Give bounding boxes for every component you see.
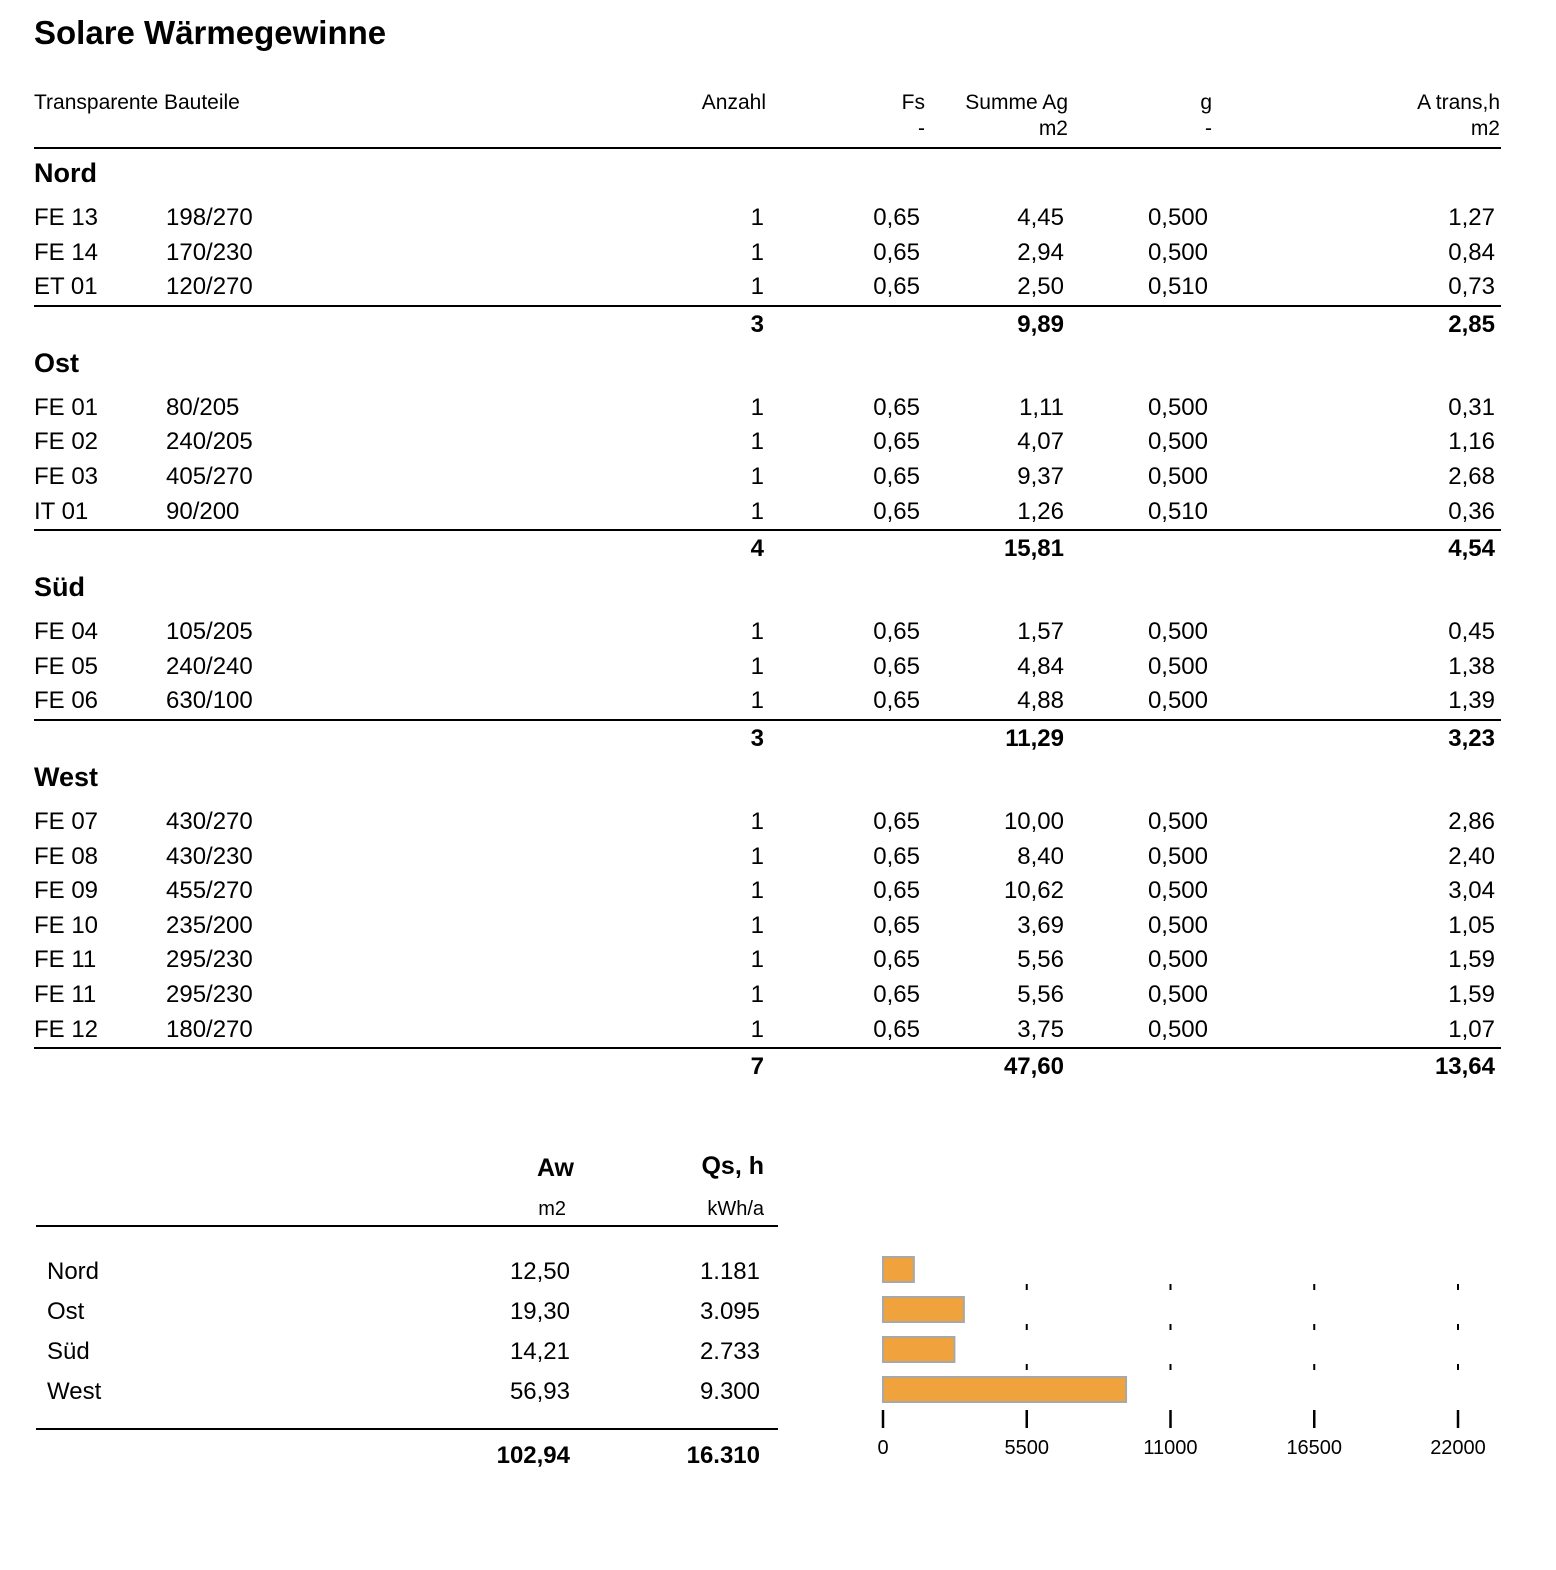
group-total-ag: 9,89 xyxy=(1017,310,1064,338)
col-header-g: g xyxy=(1200,91,1212,114)
cell-atrans: 0,36 xyxy=(1448,497,1495,525)
cell-id: FE 01 xyxy=(34,393,99,421)
cell-id: FE 14 xyxy=(34,238,99,266)
cell-size: 90/200 xyxy=(166,497,240,525)
group-total-anzahl: 3 xyxy=(750,310,764,338)
cell-g: 0,510 xyxy=(1147,273,1208,301)
cell-id: FE 12 xyxy=(34,1015,99,1043)
cell-fs: 0,65 xyxy=(873,618,920,646)
cell-id: FE 02 xyxy=(34,428,99,456)
cell-g: 0,500 xyxy=(1147,652,1208,680)
group-total-rule xyxy=(34,305,1501,307)
summary-aw: 19,30 xyxy=(509,1298,570,1325)
cell-id: FE 05 xyxy=(34,652,99,680)
cell-anzahl: 1 xyxy=(750,981,764,1008)
group-total-rule xyxy=(34,529,1501,531)
cell-anzahl: 1 xyxy=(750,238,764,266)
cell-anzahl: 1 xyxy=(750,1015,764,1043)
summary-aw: 14,21 xyxy=(509,1338,570,1365)
cell-ag: 9,37 xyxy=(1017,463,1064,490)
summary-name: Ost xyxy=(47,1298,85,1325)
cell-g: 0,500 xyxy=(1147,463,1208,490)
summary-qs: 1.181 xyxy=(699,1258,760,1285)
cell-atrans: 2,68 xyxy=(1448,463,1495,490)
cell-atrans: 2,86 xyxy=(1448,808,1495,835)
cell-g: 0,500 xyxy=(1147,238,1208,266)
cell-size: 430/270 xyxy=(166,808,253,835)
cell-atrans: 2,40 xyxy=(1448,842,1495,870)
cell-g: 0,510 xyxy=(1147,497,1208,525)
group-title-west: West xyxy=(34,762,99,792)
cell-g: 0,500 xyxy=(1147,842,1208,870)
cell-ag: 2,94 xyxy=(1017,238,1064,266)
group-total-anzahl: 3 xyxy=(750,725,764,752)
summary-unit-aw: m2 xyxy=(538,1198,566,1220)
cell-anzahl: 1 xyxy=(750,618,764,646)
cell-fs: 0,65 xyxy=(873,687,920,715)
cell-atrans: 0,45 xyxy=(1448,618,1495,646)
cell-id: FE 13 xyxy=(34,204,99,231)
cell-size: 630/100 xyxy=(166,687,253,715)
group-total-atrans: 2,85 xyxy=(1448,310,1495,338)
group-title-süd: Süd xyxy=(34,572,85,603)
cell-g: 0,500 xyxy=(1147,946,1208,974)
cell-g: 0,500 xyxy=(1147,808,1208,835)
cell-ag: 10,00 xyxy=(1003,808,1064,835)
summary-name: West xyxy=(47,1378,102,1405)
bar-west xyxy=(883,1377,1126,1402)
cell-fs: 0,65 xyxy=(873,273,920,301)
cell-ag: 5,56 xyxy=(1017,946,1064,974)
summary-qs: 9.300 xyxy=(699,1378,760,1405)
group-total-rule xyxy=(34,1047,1501,1049)
cell-size: 405/270 xyxy=(166,463,253,490)
x-tick-label: 11000 xyxy=(1143,1437,1198,1459)
header-rule xyxy=(34,147,1501,149)
qs-bar-chart xyxy=(860,1240,1520,1470)
cell-anzahl: 1 xyxy=(750,273,764,301)
cell-anzahl: 1 xyxy=(750,428,764,456)
x-tick-label: 0 xyxy=(877,1437,889,1459)
group-title-ost: Ost xyxy=(34,347,80,378)
col-unit-fs: - xyxy=(918,117,925,140)
cell-fs: 0,65 xyxy=(873,946,920,974)
cell-atrans: 1,38 xyxy=(1448,652,1495,680)
cell-g: 0,500 xyxy=(1147,393,1208,421)
col-header-ag: Summe Ag xyxy=(965,91,1068,114)
cell-atrans: 0,73 xyxy=(1448,273,1495,301)
cell-id: FE 03 xyxy=(34,463,99,490)
group-total-anzahl: 4 xyxy=(750,535,764,563)
cell-anzahl: 1 xyxy=(750,687,764,715)
cell-fs: 0,65 xyxy=(873,981,920,1008)
col-header-bauteile: Transparente Bauteile xyxy=(34,91,240,114)
cell-atrans: 1,59 xyxy=(1448,946,1495,974)
cell-atrans: 1,27 xyxy=(1448,204,1495,231)
cell-ag: 3,69 xyxy=(1017,911,1064,939)
cell-id: FE 07 xyxy=(34,808,99,835)
cell-size: 240/240 xyxy=(166,652,253,680)
summary-header-rule xyxy=(36,1225,778,1227)
cell-g: 0,500 xyxy=(1147,204,1208,231)
cell-id: FE 11 xyxy=(34,946,97,974)
summary-name: Nord xyxy=(47,1258,100,1285)
cell-ag: 3,75 xyxy=(1017,1015,1064,1043)
cell-ag: 4,88 xyxy=(1017,687,1064,715)
cell-anzahl: 1 xyxy=(750,393,764,421)
cell-ag: 4,45 xyxy=(1017,204,1064,231)
group-total-anzahl: 7 xyxy=(750,1053,764,1081)
cell-fs: 0,65 xyxy=(873,842,920,870)
cell-fs: 0,65 xyxy=(873,238,920,266)
col-header-atrans: A trans,h xyxy=(1417,91,1500,114)
cell-size: 180/270 xyxy=(166,1015,253,1043)
cell-id: FE 11 xyxy=(34,981,97,1008)
bar-süd xyxy=(883,1337,954,1362)
cell-anzahl: 1 xyxy=(750,652,764,680)
cell-anzahl: 1 xyxy=(750,946,764,974)
cell-id: IT 01 xyxy=(34,497,89,525)
x-tick-label: 5500 xyxy=(1004,1437,1049,1459)
cell-anzahl: 1 xyxy=(750,463,764,490)
cell-fs: 0,65 xyxy=(873,808,920,835)
cell-atrans: 1,07 xyxy=(1448,1015,1495,1043)
cell-atrans: 0,31 xyxy=(1448,393,1495,421)
summary-total-aw: 102,94 xyxy=(496,1442,570,1469)
cell-atrans: 1,16 xyxy=(1448,428,1495,456)
cell-ag: 1,11 xyxy=(1019,393,1064,421)
group-title-nord: Nord xyxy=(34,158,97,188)
cell-fs: 0,65 xyxy=(873,877,920,905)
col-header-anzahl: Anzahl xyxy=(701,91,766,114)
cell-atrans: 1,05 xyxy=(1448,911,1495,939)
cell-size: 80/205 xyxy=(166,393,240,421)
cell-fs: 0,65 xyxy=(873,393,920,421)
cell-anzahl: 1 xyxy=(750,877,764,905)
cell-anzahl: 1 xyxy=(750,204,764,231)
cell-ag: 1,57 xyxy=(1017,618,1064,646)
x-tick-label: 22000 xyxy=(1430,1437,1486,1459)
cell-anzahl: 1 xyxy=(750,808,764,835)
cell-ag: 5,56 xyxy=(1017,981,1064,1008)
cell-size: 240/205 xyxy=(166,428,253,456)
cell-g: 0,500 xyxy=(1147,981,1208,1008)
group-total-atrans: 4,54 xyxy=(1448,535,1495,563)
cell-atrans: 1,39 xyxy=(1448,687,1495,715)
cell-ag: 4,84 xyxy=(1017,652,1064,680)
col-unit-atrans: m2 xyxy=(1470,117,1500,140)
col-header-fs: Fs xyxy=(901,91,925,114)
group-total-atrans: 3,23 xyxy=(1448,725,1495,752)
group-total-ag: 11,29 xyxy=(1005,725,1064,752)
summary-name: Süd xyxy=(47,1338,90,1365)
cell-size: 295/230 xyxy=(166,946,253,974)
cell-ag: 1,26 xyxy=(1017,497,1064,525)
cell-fs: 0,65 xyxy=(873,652,920,680)
cell-fs: 0,65 xyxy=(873,1015,920,1043)
cell-size: 170/230 xyxy=(166,238,253,266)
cell-fs: 0,65 xyxy=(873,497,920,525)
group-total-atrans: 13,64 xyxy=(1434,1053,1495,1081)
group-total-rule xyxy=(34,719,1501,721)
x-tick-label: 16500 xyxy=(1286,1437,1343,1459)
cell-anzahl: 1 xyxy=(750,911,764,939)
cell-g: 0,500 xyxy=(1147,1015,1208,1043)
cell-size: 120/270 xyxy=(166,273,253,301)
summary-qs: 3.095 xyxy=(699,1298,760,1325)
col-unit-ag: m2 xyxy=(1038,117,1068,140)
cell-size: 455/270 xyxy=(166,877,253,905)
cell-size: 295/230 xyxy=(166,981,253,1008)
group-total-ag: 15,81 xyxy=(1003,535,1064,563)
cell-size: 430/230 xyxy=(166,842,253,870)
summary-aw: 12,50 xyxy=(509,1258,570,1285)
cell-anzahl: 1 xyxy=(750,842,764,870)
cell-size: 235/200 xyxy=(166,911,253,939)
summary-total-rule xyxy=(36,1428,778,1430)
bar-nord xyxy=(883,1257,914,1282)
cell-atrans: 3,04 xyxy=(1448,877,1495,905)
cell-fs: 0,65 xyxy=(873,463,920,490)
cell-ag: 8,40 xyxy=(1017,842,1064,870)
bar-ost xyxy=(883,1297,964,1322)
cell-g: 0,500 xyxy=(1147,618,1208,646)
group-total-ag: 47,60 xyxy=(1003,1053,1064,1081)
summary-header-aw: Aw xyxy=(536,1154,574,1182)
cell-id: FE 09 xyxy=(34,877,99,905)
cell-atrans: 0,84 xyxy=(1448,238,1495,266)
cell-ag: 10,62 xyxy=(1003,877,1064,905)
cell-ag: 4,07 xyxy=(1017,428,1064,456)
cell-anzahl: 1 xyxy=(750,497,764,525)
cell-g: 0,500 xyxy=(1147,877,1208,905)
cell-atrans: 1,59 xyxy=(1448,981,1495,1008)
cell-fs: 0,65 xyxy=(873,911,920,939)
cell-id: FE 06 xyxy=(34,687,99,715)
cell-g: 0,500 xyxy=(1147,687,1208,715)
cell-id: FE 08 xyxy=(34,842,99,870)
cell-fs: 0,65 xyxy=(873,428,920,456)
cell-id: FE 10 xyxy=(34,911,99,939)
summary-aw: 56,93 xyxy=(509,1378,570,1405)
summary-header-qs: Qs, h xyxy=(701,1152,764,1180)
summary-unit-qs: kWh/a xyxy=(707,1198,764,1220)
summary-qs: 2.733 xyxy=(699,1338,760,1365)
page-title: Solare Wärmegewinne xyxy=(34,14,387,51)
cell-id: ET 01 xyxy=(34,273,98,301)
cell-fs: 0,65 xyxy=(873,204,920,231)
cell-g: 0,500 xyxy=(1147,428,1208,456)
cell-id: FE 04 xyxy=(34,618,99,646)
summary-total-qs: 16.310 xyxy=(686,1442,760,1469)
cell-size: 198/270 xyxy=(166,204,253,231)
col-unit-g: - xyxy=(1205,117,1212,140)
cell-ag: 2,50 xyxy=(1017,273,1064,301)
cell-g: 0,500 xyxy=(1147,911,1208,939)
cell-size: 105/205 xyxy=(166,618,253,646)
